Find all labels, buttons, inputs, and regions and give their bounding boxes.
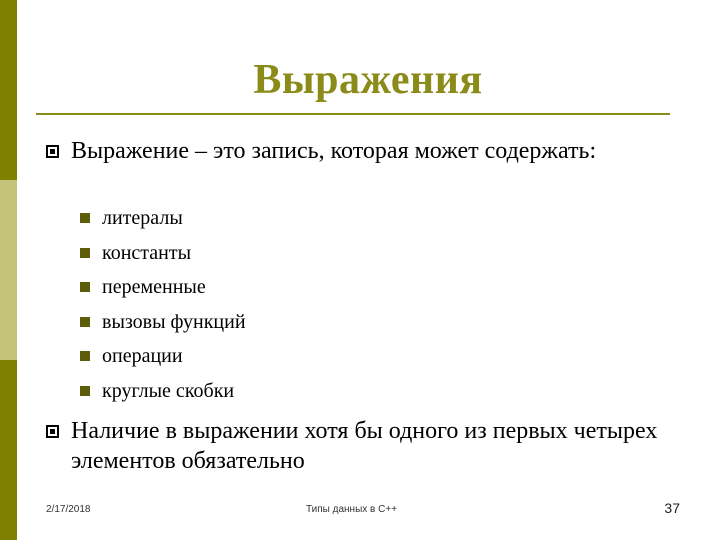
footer-title: Типы данных в С++ bbox=[306, 504, 398, 515]
bullet-text: Выражение – это запись, которая может содержать: bbox=[71, 138, 597, 164]
sub-bullet-text: переменные bbox=[102, 276, 206, 298]
square-bullet-icon bbox=[46, 425, 59, 438]
sub-bullet-text: вызовы функций bbox=[102, 310, 246, 333]
sub-bullet-text: константы bbox=[102, 241, 192, 264]
small-square-bullet-icon bbox=[80, 248, 90, 258]
sub-bullet-text: литералы bbox=[102, 207, 183, 229]
left-strip-top bbox=[0, 0, 17, 180]
small-square-bullet-icon bbox=[80, 386, 90, 396]
small-square-bullet-icon bbox=[80, 317, 90, 327]
square-bullet-icon bbox=[46, 145, 59, 158]
left-strip-middle bbox=[0, 180, 17, 360]
slide-title: Выражения bbox=[253, 57, 483, 103]
bullet-text: Наличие в выражении хотя бы одного из первых четырех элементов обязательно bbox=[71, 418, 658, 474]
left-strip-bottom bbox=[0, 360, 17, 540]
footer-date: 2/17/2018 bbox=[46, 504, 91, 515]
small-square-bullet-icon bbox=[80, 282, 90, 292]
small-square-bullet-icon bbox=[80, 351, 90, 361]
sub-bullet-text: операции bbox=[102, 345, 183, 367]
page-number: 37 bbox=[664, 500, 680, 516]
sub-bullet-text: круглые скобки bbox=[102, 379, 235, 402]
small-square-bullet-icon bbox=[80, 213, 90, 223]
title-divider bbox=[36, 113, 670, 115]
